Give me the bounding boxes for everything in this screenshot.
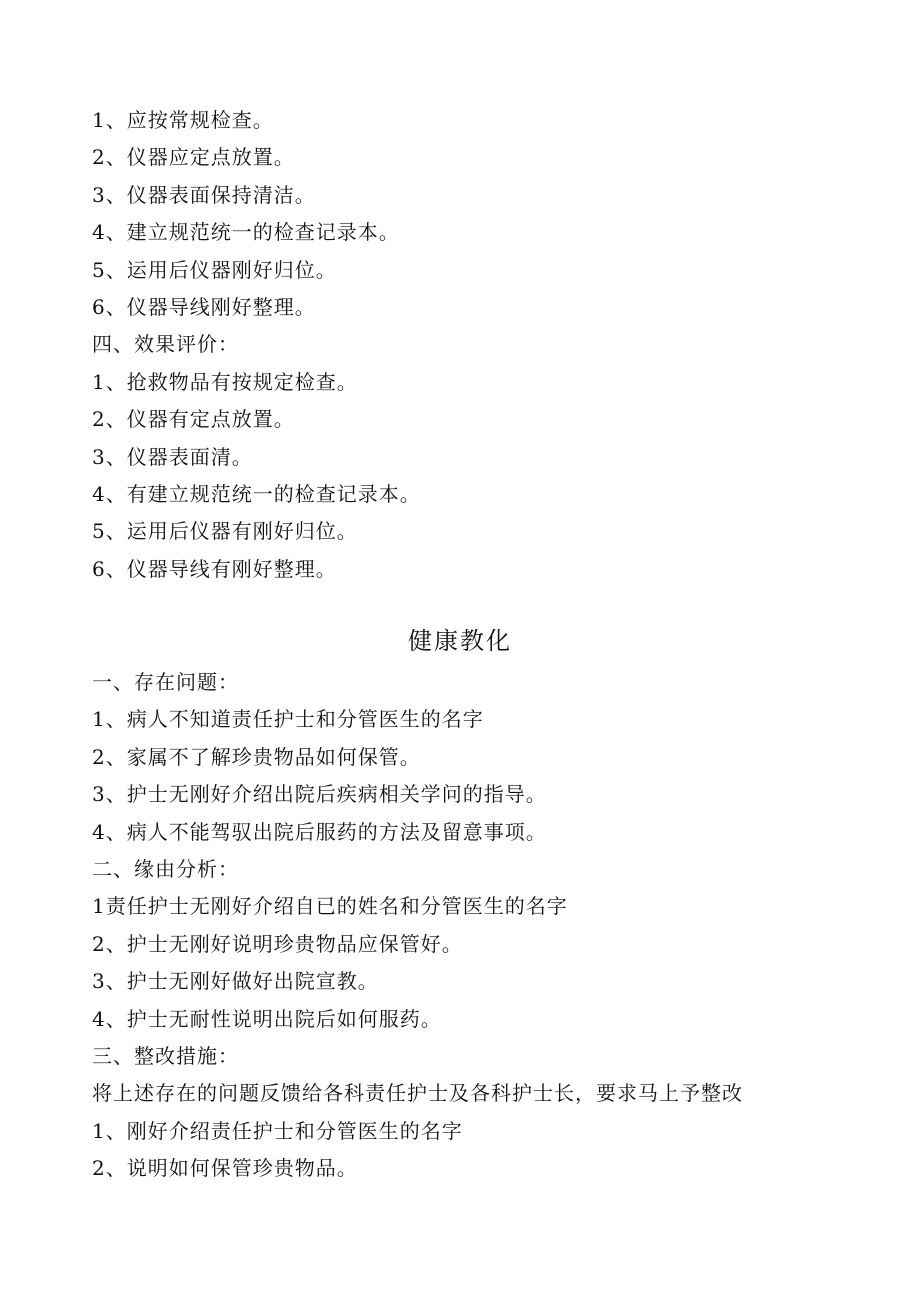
section-heading: 三、整改措施： (92, 1043, 239, 1068)
text-line: 3、护士无刚好介绍出院后疾病相关学问的指导。 (92, 782, 547, 807)
text-line: 1责任护士无刚好介绍自已的姓名和分管医生的名字 (92, 894, 568, 919)
evaluation-section (92, 102, 852, 588)
text-line: 将上述存在的问题反馈给各科责任护士及各科护士长，要求马上予整改 (92, 1081, 743, 1106)
text-line: 1、抢救物品有按规定检查。 (92, 369, 358, 394)
text-line: 3、护士无刚好做好出院宣教。 (92, 969, 379, 994)
text-line: 6、仪器导线有刚好整理。 (92, 556, 337, 581)
text-line: 6、仪器导线刚好整理。 (92, 294, 316, 319)
text-line: 4、有建立规范统一的检查记录本。 (92, 481, 421, 506)
text-line: 1、刚好介绍责任护士和分管医生的名字 (92, 1118, 463, 1143)
page-title: 健康教化 (408, 627, 512, 655)
text-line: 5、运用后仪器有刚好归位。 (92, 519, 358, 544)
text-line: 3、仪器表面保持清洁。 (92, 182, 316, 207)
section-heading: 二、缘由分析： (92, 856, 239, 881)
text-line: 4、病人不能驾驭出院后服药的方法及留意事项。 (92, 819, 547, 844)
text-line: 1、应按常规检查。 (92, 108, 274, 132)
text-line: 2、护士无刚好说明珍贵物品应保管好。 (92, 931, 463, 956)
text-line: 1、病人不知道责任护士和分管医生的名字 (92, 707, 484, 732)
section-heading: 一、存在问题： (92, 670, 239, 694)
text-line: 2、家属不了解珍贵物品如何保管。 (92, 744, 421, 769)
text-line: 5、运用后仪器刚好归位。 (92, 257, 337, 282)
text-line: 4、护士无耐性说明出院后如何服药。 (92, 1006, 442, 1031)
text-line: 3、仪器表面清。 (92, 444, 253, 469)
text-line: 4、建立规范统一的检查记录本。 (92, 220, 400, 245)
text-line: 2、说明如何保管珍贵物品。 (92, 1156, 358, 1181)
text-line: 2、仪器应定点放置。 (92, 145, 295, 170)
section-heading: 四、效果评价： (92, 332, 239, 357)
health-education-section (92, 664, 852, 1187)
text-line: 2、仪器有定点放置。 (92, 407, 295, 432)
